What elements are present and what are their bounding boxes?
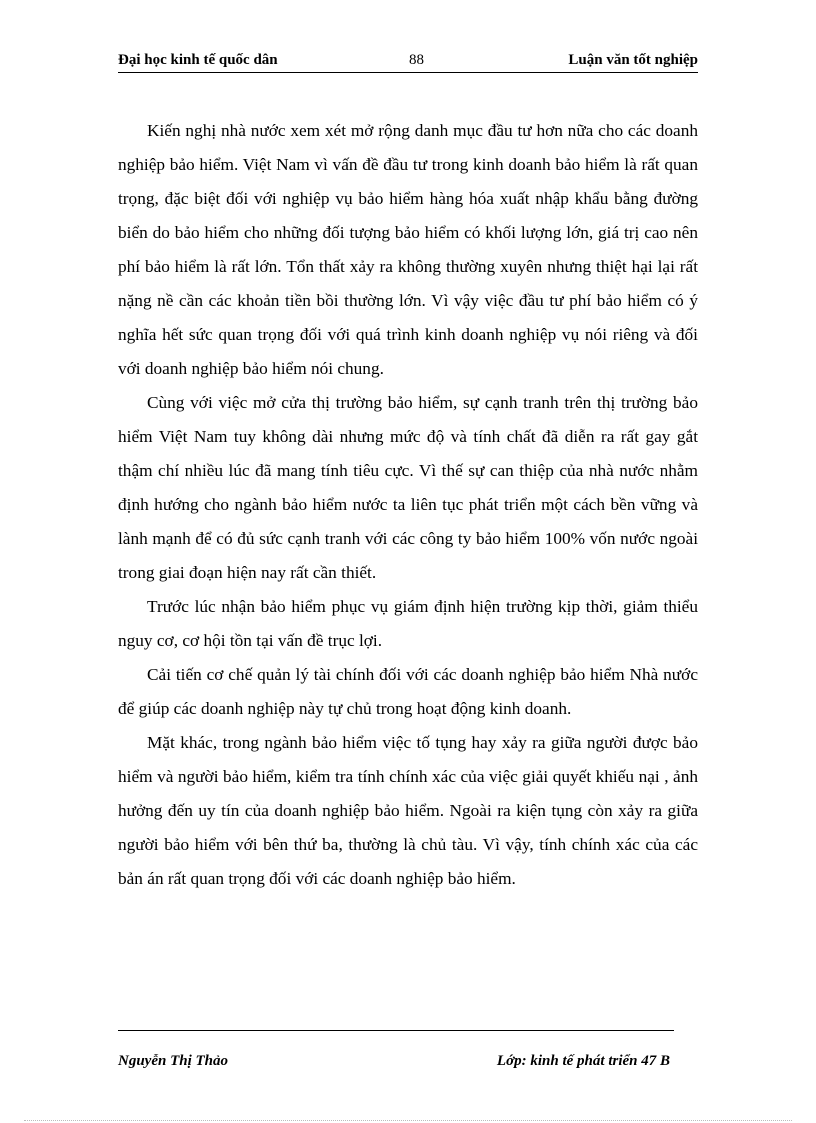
paragraph-3: Trước lúc nhận bảo hiểm phục vụ giám định hiện trường kịp thời, giảm thiểu nguy cơ, cơ hội tồn tại vấn đề trục lợi.: [118, 597, 698, 650]
header-divider: [118, 72, 698, 73]
page-number: 88: [409, 52, 424, 68]
page-header: [118, 52, 698, 72]
footer-class: Lớp: kinh tế phát triển 47 B: [496, 1053, 670, 1069]
paragraph-1: Kiến nghị nhà nước xem xét mở rộng danh mục đầu tư hơn nữa cho các doanh nghiệp bảo hiểm. Việt Nam vì vấn đề đầu tư trong kinh doanh bảo hiểm là rất quan trọng, đặc biệt đối với nghiệp vụ bảo hiểm hàng hóa xuất nhập khẩu bằng đường biển do bảo hiểm cho những đối tượng bảo hiểm có khối lượng lớn, giá trị cao nên phí bảo hiểm là rất lớn. Tổn thất xảy ra không thường xuyên nhưng thiệt hại lại rất nặng nề cần các khoản tiền bồi thường lớn. Vì vậy việc đầu tư phí bảo hiểm có ý nghĩa hết sức quan trọng đối với quá trình kinh doanh nghiệp vụ nói riêng và đối với doanh nghiệp bảo hiểm nói chung.: [118, 121, 698, 378]
page-footer: [118, 1053, 670, 1075]
paragraph-5: Mặt khác, trong ngành bảo hiểm việc tố tụng hay xảy ra giữa người được bảo hiểm và người bảo hiểm, kiểm tra tính chính xác của việc giải quyết khiếu nại , ảnh hưởng đến uy tín của doanh nghiệp bảo hiểm. Ngoài ra kiện tụng còn xảy ra giữa người bảo hiểm với bên thứ ba, thường là chủ tàu. Vì vậy, tính chính xác của các bản án rất quan trọng đối với các doanh nghiệp bảo hiểm.: [118, 733, 698, 888]
header-document-type: Luận văn tốt nghiệp: [568, 52, 698, 68]
body-text: [118, 114, 698, 896]
paragraph-4: Cải tiến cơ chế quản lý tài chính đối với các doanh nghiệp bảo hiểm Nhà nước để giúp các doanh nghiệp này tự chủ trong hoạt động kinh doanh.: [118, 665, 698, 718]
paragraph-2: Cùng với việc mở cửa thị trường bảo hiểm, sự cạnh tranh trên thị trường bảo hiểm Việt Nam tuy không dài nhưng mức độ và tính chất đã diễn ra rất gay gắt thậm chí nhiều lúc đã mang tính tiêu cực. Vì thế sự can thiệp của nhà nước nhằm định hướng cho ngành bảo hiểm nước ta liên tục phát triển một cách bền vững và lành mạnh để có đủ sức cạnh tranh với các công ty bảo hiểm 100% vốn nước ngoài trong giai đoạn hiện nay rất cần thiết.: [118, 393, 698, 582]
footer-author: Nguyễn Thị Thảo: [118, 1053, 229, 1069]
page-edge-divider: [24, 1120, 792, 1121]
header-university: Đại học kinh tế quốc dân: [118, 52, 278, 68]
footer-divider: [118, 1030, 674, 1031]
